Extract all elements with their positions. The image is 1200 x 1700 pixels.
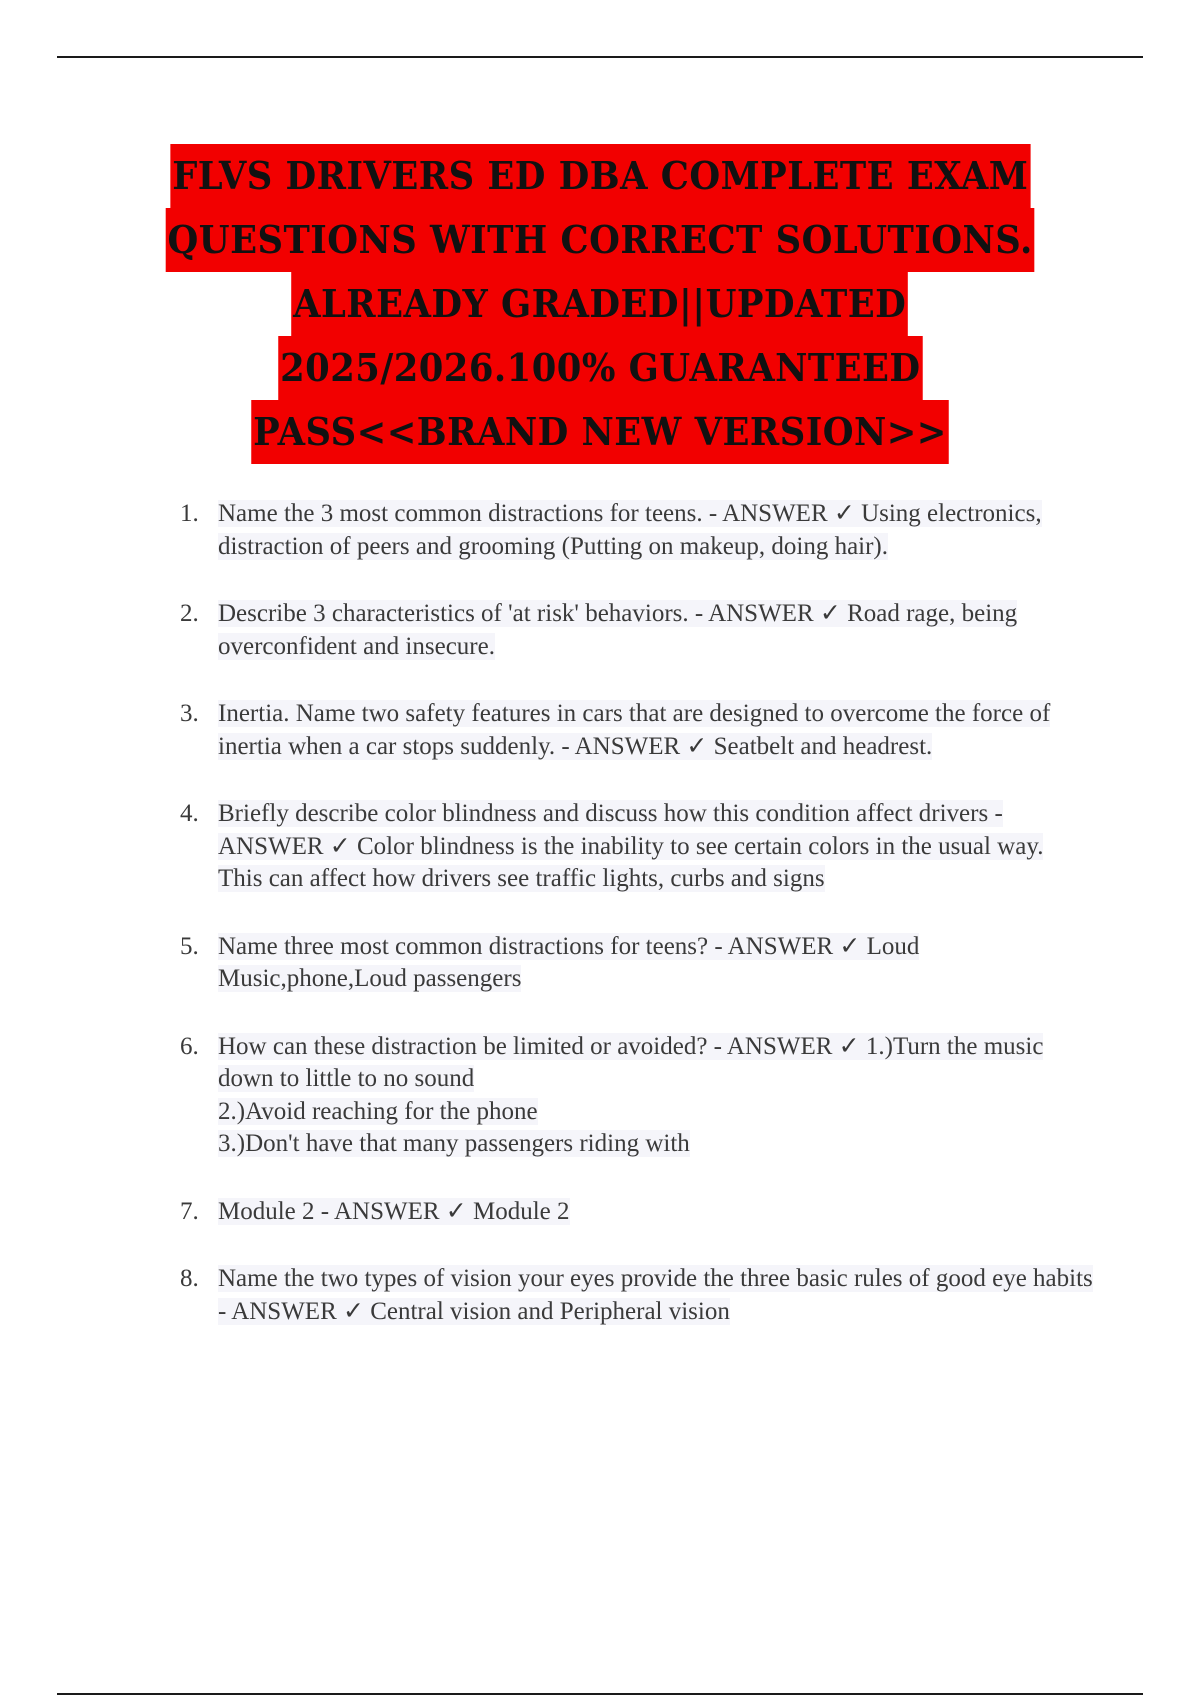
question-answer-text: Name the 3 most common distractions for teens. - ANSWER ✓ Using electronics, distraction of peers and grooming (Putting on makeup, doing hair). xyxy=(218,500,1042,560)
item-number: 4. xyxy=(180,800,199,827)
list-item xyxy=(170,698,1100,763)
title-line: FLVS DRIVERS ED DBA COMPLETE EXAM xyxy=(170,144,1030,208)
item-number: 7. xyxy=(180,1197,199,1225)
item-number: 3. xyxy=(180,700,199,727)
header-rule xyxy=(57,56,1143,58)
question-answer-text: Describe 3 characteristics of 'at risk' behaviors. - ANSWER ✓ Road rage, being overconfident and insecure. xyxy=(218,600,1018,660)
question-answer-text: How can these distraction be limited or avoided? - ANSWER ✓ 1.)Turn the music down to little to no sound xyxy=(218,1032,1044,1092)
title-line: PASS<<BRAND NEW VERSION>> xyxy=(251,400,949,464)
question-answer-list xyxy=(170,498,1100,1363)
answer-continuation-text: 2.)Avoid reaching for the phone xyxy=(218,1097,538,1125)
question-answer-text: Module 2 - ANSWER ✓ Module 2 xyxy=(218,1197,570,1225)
list-item xyxy=(170,1031,1100,1161)
answer-continuation xyxy=(218,1096,1100,1129)
question-answer-text: Name the two types of vision your eyes provide the three basic rules of good eye habits - ANSWER ✓ Central vision and Peripheral vision xyxy=(218,1265,1093,1325)
title-line: QUESTIONS WITH CORRECT SOLUTIONS. xyxy=(166,208,1035,272)
answer-continuation xyxy=(218,863,1100,896)
answer-continuation-text: This can affect how drivers see traffic lights, curbs and signs xyxy=(218,865,825,892)
list-item xyxy=(170,1196,1100,1229)
item-number: 1. xyxy=(180,500,199,527)
answer-continuation-text: 3.)Don't have that many passengers riding with xyxy=(218,1130,690,1157)
document-title xyxy=(0,144,1200,464)
list-item xyxy=(170,1263,1100,1328)
item-number: 6. xyxy=(180,1032,199,1060)
item-number: 5. xyxy=(180,932,199,960)
list-item xyxy=(170,931,1100,996)
question-answer-text: Briefly describe color blindness and discuss how this condition affect drivers - ANSWER ✓ Color blindness is the inability to see certain colors in the usual way. xyxy=(218,800,1044,860)
question-answer-text: Inertia. Name two safety features in cars that are designed to overcome the force of inertia when a car stops suddenly. - ANSWER ✓ Seatbelt and headrest. xyxy=(218,700,1051,760)
list-item xyxy=(170,498,1100,563)
question-answer-text: Name three most common distractions for teens? - ANSWER ✓ Loud Music,phone,Loud passengers xyxy=(218,932,920,992)
answer-continuation xyxy=(218,1128,1100,1161)
title-line: 2025/2026.100% GUARANTEED xyxy=(278,336,922,400)
title-line: ALREADY GRADED||UPDATED xyxy=(292,272,909,336)
list-item xyxy=(170,598,1100,663)
list-item xyxy=(170,798,1100,896)
item-number: 2. xyxy=(180,600,199,627)
item-number: 8. xyxy=(180,1265,199,1292)
footer-rule xyxy=(57,1693,1143,1695)
